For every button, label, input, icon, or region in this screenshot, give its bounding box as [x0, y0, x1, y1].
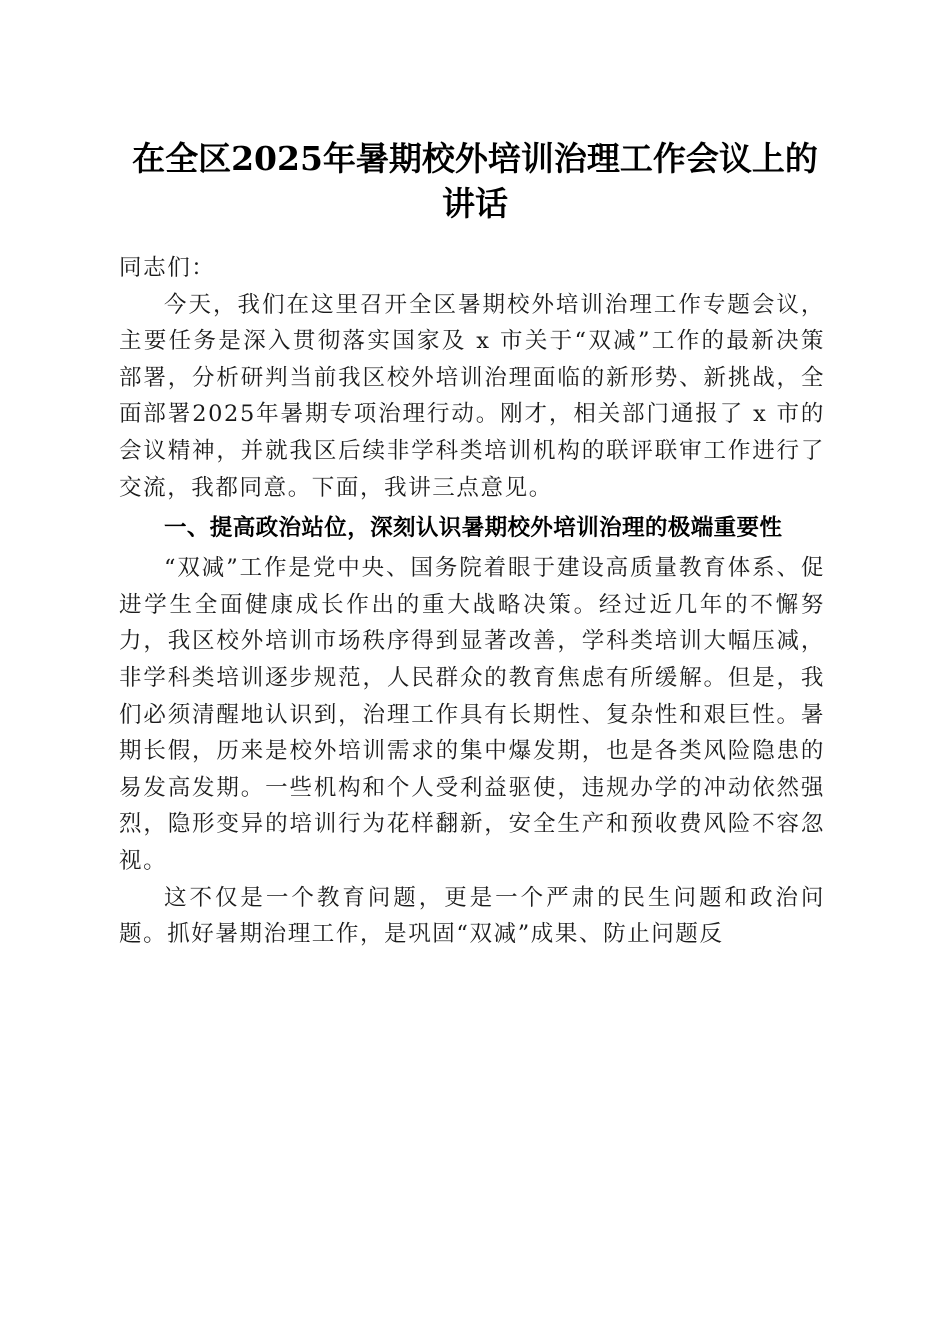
paragraph-opening: 今天，我们在这里召开全区暑期校外培训治理工作专题会议，主要任务是深入贯彻落实国家及 x 市关于“双减”工作的最新决策部署，分析研判当前我区校外培训治理面临的新形势、新挑战，全面部署2025年暑期专项治理行动。刚才，相关部门通报了 x 市的会议精神，并就我区后续非学科类培训机构的联评联审工作进行了交流，我都同意。下面，我讲三点意见。 — [119, 291, 825, 501]
document-title: 在全区2025年暑期校外培训治理工作会议上的讲话 — [132, 139, 818, 223]
salutation: 同志们： — [119, 255, 216, 281]
section-heading-1: 一、提高政治站位，深刻认识暑期校外培训治理的极端重要性 — [164, 515, 783, 542]
paragraph-political-significance: 这不仅是一个教育问题，更是一个严肃的民生问题和政治问题。抓好暑期治理工作，是巩固“双减”成果、防止问题反 — [119, 884, 825, 948]
document-body — [119, 250, 825, 953]
paragraph-shuangjian-background: “双减”工作是党中央、国务院着眼于建设高质量教育体系、促进学生全面健康成长作出的重大战略决策。经过近几年的不懈努力，我区校外培训市场秩序得到显著改善，学科类培训大幅压减，非学科类培训逐步规范，人民群众的教育焦虑有所缓解。但是，我们必须清醒地认识到，治理工作具有长期性、复杂性和艰巨性。暑期长假，历来是校外培训需求的集中爆发期，也是各类风险隐患的易发高发期。一些机构和个人受利益驱使，违规办学的冲动依然强烈，隐形变异的培训行为花样翻新，安全生产和预收费风险不容忽视。 — [119, 555, 825, 874]
